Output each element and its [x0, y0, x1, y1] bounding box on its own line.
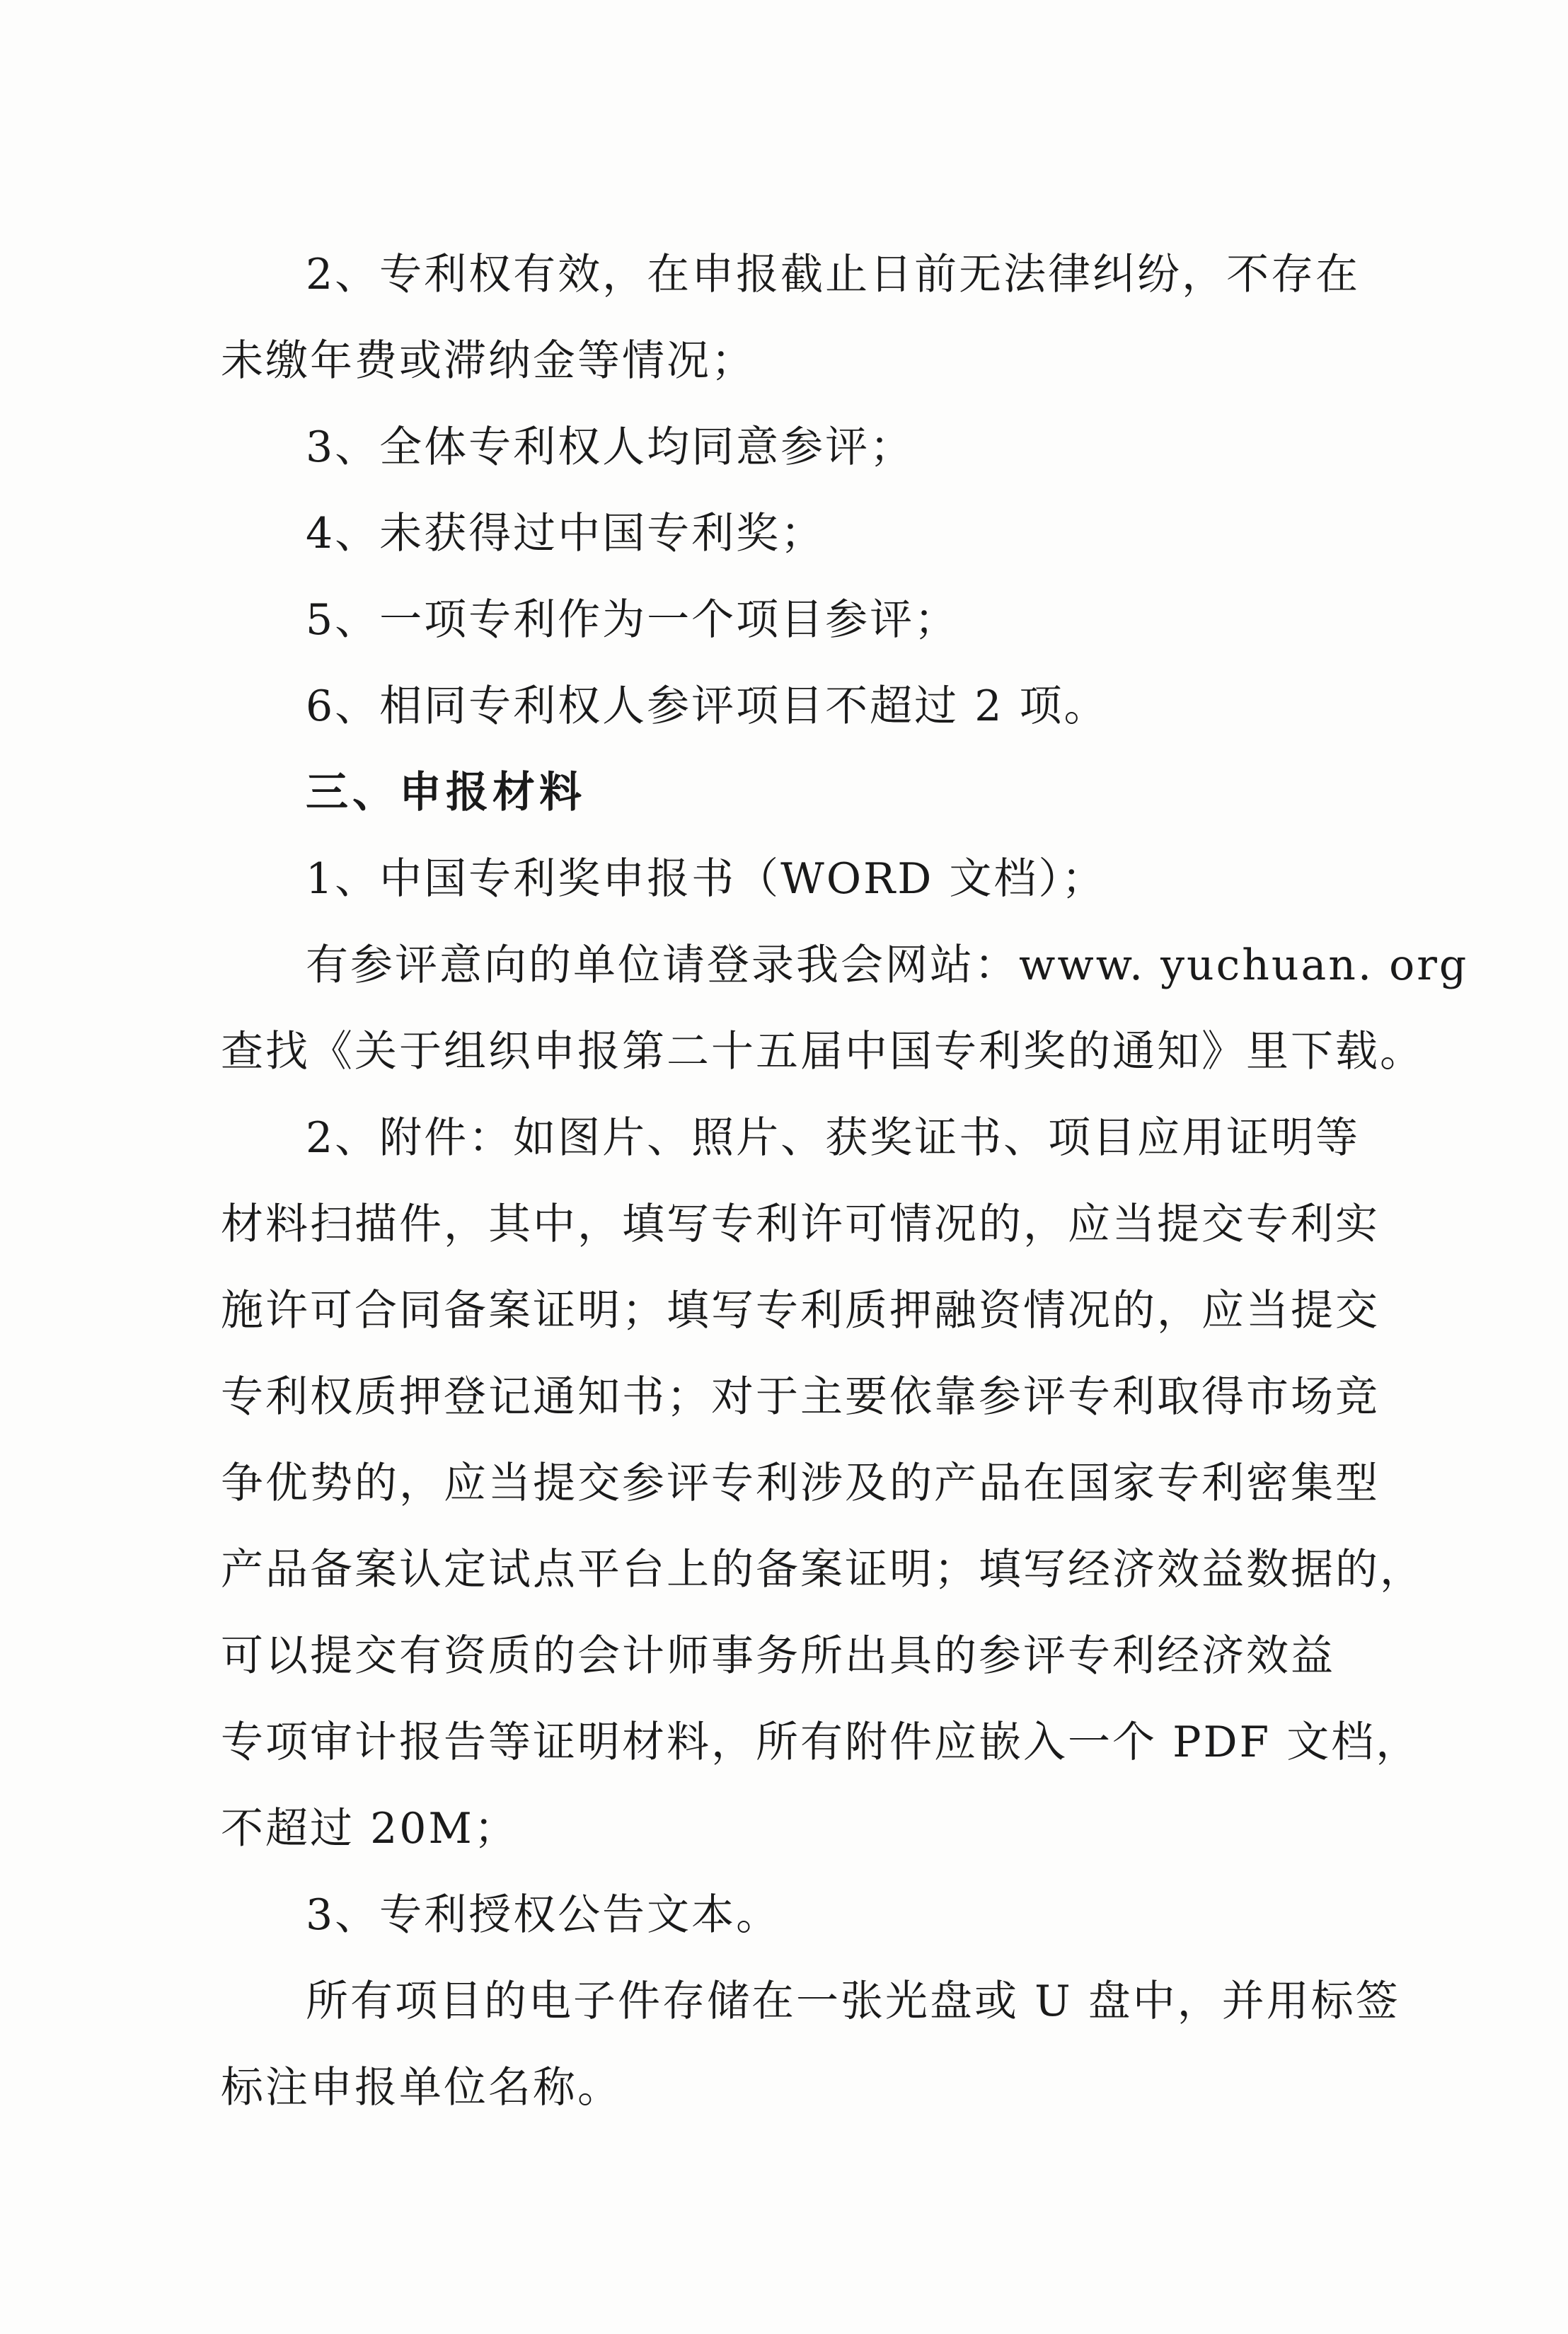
text-line: 施许可合同备案证明；填写专利质押融资情况的，应当提交 — [221, 1286, 1380, 1335]
list-item: 3、全体专利权人均同意参评； — [306, 422, 915, 472]
text-line: 2、专利权有效，在申报截止日前无法律纠纷，不存在 — [306, 250, 1361, 299]
list-item: 1、中国专利奖申报书（WORD 文档）； — [306, 854, 1107, 904]
list-item: 4、未获得过中国专利奖； — [306, 509, 826, 558]
text-line: 争优势的，应当提交参评专利涉及的产品在国家专利密集型 — [221, 1459, 1380, 1508]
text-line: 材料扫描件，其中，填写专利许可情况的，应当提交专利实 — [221, 1200, 1380, 1249]
text-line: 专项审计报告等证明材料，所有附件应嵌入一个 PDF 文档， — [221, 1718, 1421, 1767]
list-item: 5、一项专利作为一个项目参评； — [306, 595, 959, 645]
text-line: 查找《关于组织申报第二十五届中国专利奖的通知》里下载。 — [221, 1027, 1424, 1076]
text-line: 不超过 20M； — [221, 1804, 519, 1853]
text-line: 产品备案认定试点平台上的备案证明；填写经济效益数据的， — [221, 1545, 1424, 1594]
text-line: 专利权质押登记通知书；对于主要依靠参评专利取得市场竞 — [221, 1372, 1380, 1422]
section-heading: 三、申报材料 — [306, 768, 586, 817]
text-line: 有参评意向的单位请登录我会网站：www. yuchuan. org — [306, 941, 1469, 990]
text-line: 所有项目的电子件存储在一张光盘或 U 盘中，并用标签 — [306, 1977, 1400, 2026]
list-item: 6、相同专利权人参评项目不超过 2 项。 — [306, 682, 1109, 731]
text-line: 可以提交有资质的会计师事务所出具的参评专利经济效益 — [221, 1631, 1335, 1681]
list-item: 3、专利授权公告文本。 — [306, 1890, 781, 1940]
text-line: 2、附件：如图片、照片、获奖证书、项目应用证明等 — [306, 1113, 1361, 1163]
text-line: 未缴年费或滞纳金等情况； — [221, 336, 756, 386]
text-line: 标注申报单位名称。 — [221, 2063, 622, 2112]
